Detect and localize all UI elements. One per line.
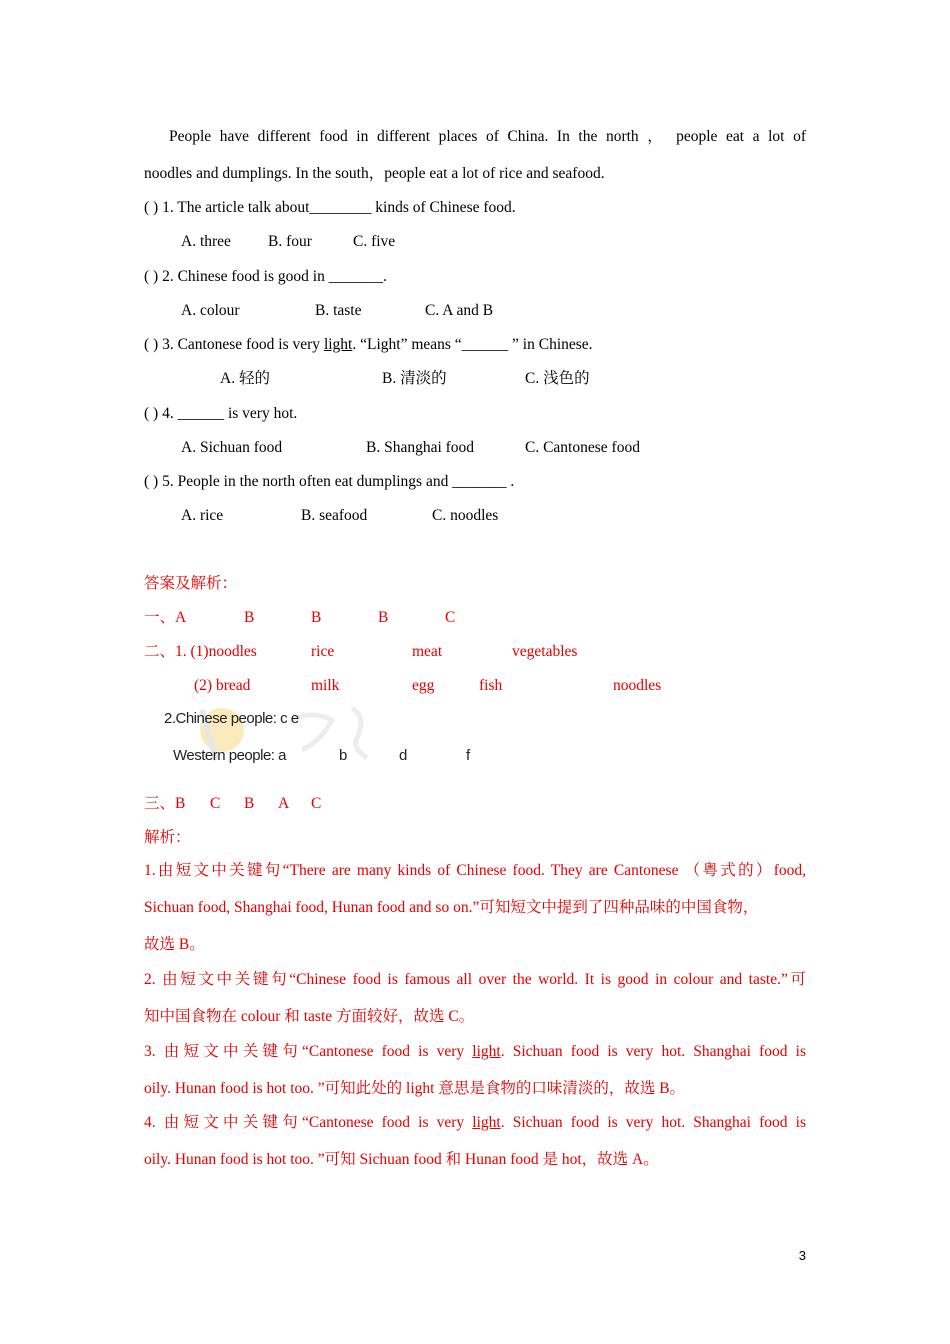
q3-option-a: A. 轻的 <box>220 370 270 387</box>
answers-heading: 答案及解析： <box>144 575 238 592</box>
question-4-stem: ( ) 4. ______ is very hot. <box>144 405 298 422</box>
part3-label: 三、B <box>144 795 186 812</box>
page-number: 3 <box>798 1248 806 1263</box>
passage-line-2: noodles and dumplings. In the south，people eat a lot of rice and seafood. <box>144 165 605 182</box>
part2-western-item-2: d <box>399 747 407 764</box>
q3-stem-pre: ( ) 3. Cantonese food is very <box>144 336 324 353</box>
part2-row2-label: (2) bread <box>194 677 251 694</box>
part3-answer-5: C <box>311 795 322 812</box>
q4-option-a: A. Sichuan food <box>181 439 283 456</box>
part2-western-item-3: f <box>466 747 470 764</box>
explanation-1-line-2: Sichuan food, Shanghai food, Hunan food and so on.”可知短文中提到了四种品味的中国食物， <box>144 899 759 916</box>
passage-line-1: People have different food in different places of China. In the north ， people eat a lot of <box>169 128 806 145</box>
question-5-stem: ( ) 5. People in the north often eat dumplings and _______ . <box>144 473 515 490</box>
q3-option-b: B. 清淡的 <box>382 370 447 387</box>
q3-stem-post: . “Light” means “______ ” in Chinese. <box>352 336 593 353</box>
part3-answer-3: B <box>244 795 255 812</box>
part1-answer-3: B <box>311 609 322 626</box>
exp4-underlined-word: light <box>472 1114 501 1131</box>
part1-answer-2: B <box>244 609 255 626</box>
explanation-4-line-1 <box>144 1113 806 1133</box>
explanation-1-line-1: 1.由短文中关键句“There are many kinds of Chinese food. They are Cantonese （粤式的）food, <box>144 862 806 879</box>
part3-answer-4: A <box>278 795 290 812</box>
part2-row2-item-3: fish <box>479 677 503 694</box>
q5-option-a: A. rice <box>181 507 224 524</box>
q5-option-b: B. seafood <box>301 507 368 524</box>
q2-option-b: B. taste <box>315 302 362 319</box>
part2-row1-item-2: meat <box>412 643 443 660</box>
q2-option-a: A. colour <box>181 302 240 319</box>
part2-western-label: Western people: a <box>173 747 286 764</box>
exp3-underlined-word: light <box>472 1043 501 1060</box>
explanation-2-line-2: 知中国食物在 colour 和 taste 方面较好，故选 C。 <box>144 1008 475 1025</box>
q3-stem-underlined-word: light <box>323 336 353 353</box>
question-2-stem: ( ) 2. Chinese food is good in _______. <box>144 268 387 285</box>
q4-option-b: B. Shanghai food <box>366 439 475 456</box>
part2-row2-item-4: noodles <box>613 677 662 694</box>
part2-row2-item-1: milk <box>311 677 340 694</box>
q3-option-c: C. 浅色的 <box>525 370 590 387</box>
exp3-post: . Sichuan food is very hot. Shanghai food is <box>500 1043 806 1060</box>
part1-answer-4: B <box>378 609 389 626</box>
q1-option-b: B. four <box>268 233 312 250</box>
question-1-stem: ( ) 1. The article talk about________ kinds of Chinese food. <box>144 199 516 216</box>
q1-option-c: C. five <box>353 233 396 250</box>
part2-row2-item-2: egg <box>412 677 435 694</box>
explanation-1-line-3: 故选 B。 <box>144 936 205 953</box>
exp4-pre: 4. 由短文中关键句“Cantonese food is very <box>144 1114 473 1131</box>
question-3-stem <box>144 335 593 355</box>
q4-option-c: C. Cantonese food <box>525 439 640 456</box>
q5-option-c: C. noodles <box>432 507 499 524</box>
part1-label: 一、A <box>144 609 187 626</box>
q2-option-c: C. A and B <box>425 302 494 319</box>
explanation-2-line-1: 2. 由短文中关键句“Chinese food is famous all over the world. It is good in colour and taste.”可 <box>144 971 806 988</box>
part2-western-item-1: b <box>339 747 347 764</box>
explanation-3-line-1 <box>144 1042 806 1062</box>
part2-chinese-people: 2.Chinese people: c e <box>164 710 299 727</box>
part2-label: 二、1. (1)noodles <box>144 643 257 660</box>
analysis-heading: 解析： <box>144 829 191 846</box>
part1-answer-5: C <box>445 609 456 626</box>
explanation-4-line-2: oily. Hunan food is hot too. ”可知 Sichuan food 和 Hunan food 是 hot，故选 A。 <box>144 1151 659 1168</box>
part2-row1-item-1: rice <box>311 643 335 660</box>
q1-option-a: A. three <box>181 233 231 250</box>
part3-answer-2: C <box>210 795 221 812</box>
part2-row1-item-3: vegetables <box>512 643 578 660</box>
explanation-3-line-2: oily. Hunan food is hot too. ”可知此处的 light 意思是食物的口味清淡的，故选 B。 <box>144 1080 686 1097</box>
exp3-pre: 3. 由短文中关键句“Cantonese food is very <box>144 1043 473 1060</box>
exp4-post: . Sichuan food is very hot. Shanghai food is <box>500 1114 806 1131</box>
